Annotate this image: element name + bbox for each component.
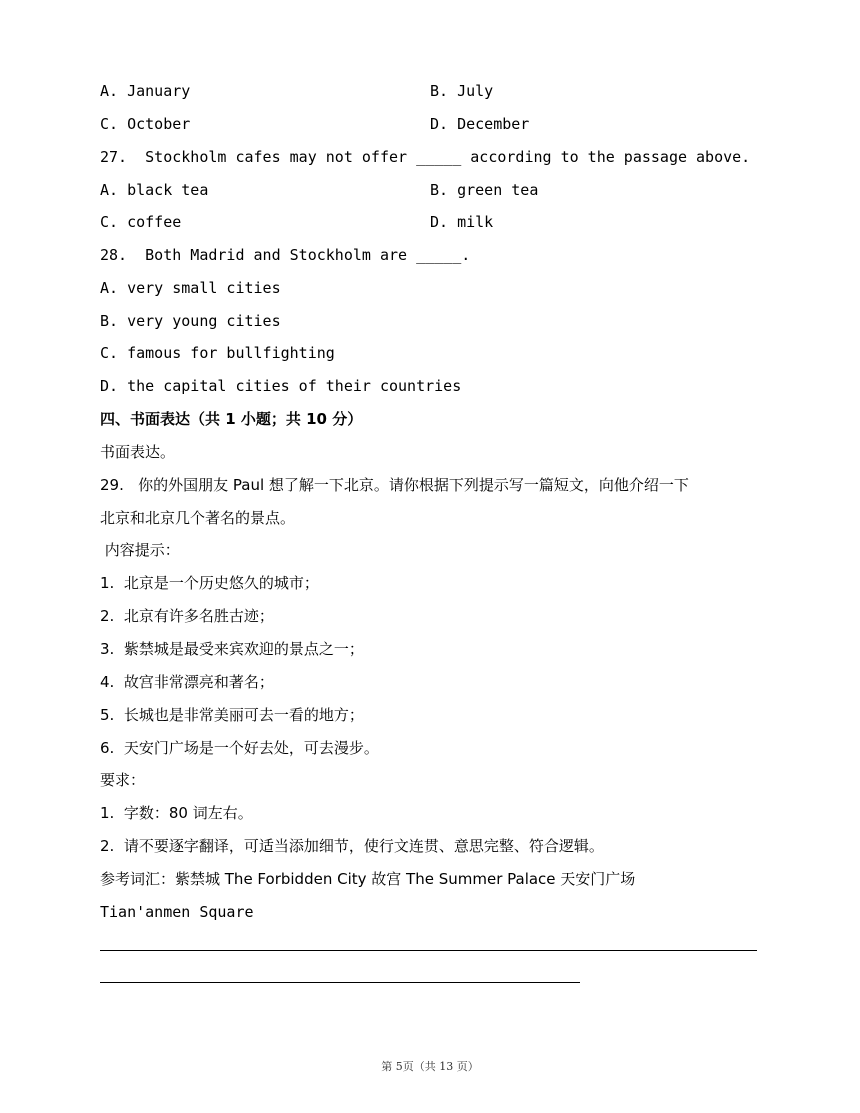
q29-prompt-line1: 29. 你的外国朋友 Paul 想了解一下北京。请你根据下列提示写一篇短文，向他介绍一下 (100, 476, 689, 494)
q27-option-a: A. black tea (100, 181, 209, 199)
q27-option-c: C. coffee (100, 213, 182, 231)
requirement-item: 2. 请不要逐字翻译，可适当添加细节，使行文连贯、意思完整、符合逻辑。 (100, 837, 604, 855)
hint-item: 5. 长城也是非常美丽可去一看的地方； (100, 706, 364, 724)
vocab-line1: 参考词汇：紫禁城 The Forbidden City 故宫 The Summer Palace 天安门广场 (100, 870, 636, 888)
hint-item: 4. 故宫非常漂亮和著名； (100, 673, 274, 691)
hint-item: 6. 天安门广场是一个好去处，可去漫步。 (100, 739, 379, 757)
q29-prompt-line2: 北京和北京几个著名的景点。 (100, 509, 296, 527)
answer-line (100, 950, 757, 951)
q26-option-c: C. October (100, 115, 191, 133)
q26-option-d: D. December (430, 115, 530, 133)
q28-stem: 28. Both Madrid and Stockholm are _____. (100, 246, 471, 264)
q26-option-b: B. July (430, 82, 494, 100)
hint-item: 3. 紫禁城是最受来宾欢迎的景点之一； (100, 640, 364, 658)
hint-item: 2. 北京有许多名胜古迹； (100, 607, 274, 625)
page-footer: 第 5页（共 13 页） (381, 1060, 479, 1073)
vocab-line2: Tian'anmen Square (100, 903, 254, 921)
q28-option-d: D. the capital cities of their countries (100, 377, 462, 395)
hint-item: 1. 北京是一个历史悠久的城市； (100, 574, 319, 592)
section-heading: 四、书面表达（共 1 小题；共 10 分） (100, 410, 363, 428)
hints-title: 内容提示： (100, 541, 180, 559)
q28-option-c: C. famous for bullfighting (100, 344, 335, 362)
q28-option-b: B. very young cities (100, 312, 281, 330)
q27-option-d: D. milk (430, 213, 494, 231)
section-intro: 书面表达。 (100, 443, 176, 461)
requirement-item: 1. 字数：80 词左右。 (100, 804, 253, 822)
answer-line (100, 982, 580, 983)
q26-option-a: A. January (100, 82, 191, 100)
q28-option-a: A. very small cities (100, 279, 281, 297)
q27-option-b: B. green tea (430, 181, 539, 199)
q27-stem: 27. Stockholm cafes may not offer _____ according to the passage above. (100, 148, 751, 166)
requirements-title: 要求： (100, 771, 146, 789)
